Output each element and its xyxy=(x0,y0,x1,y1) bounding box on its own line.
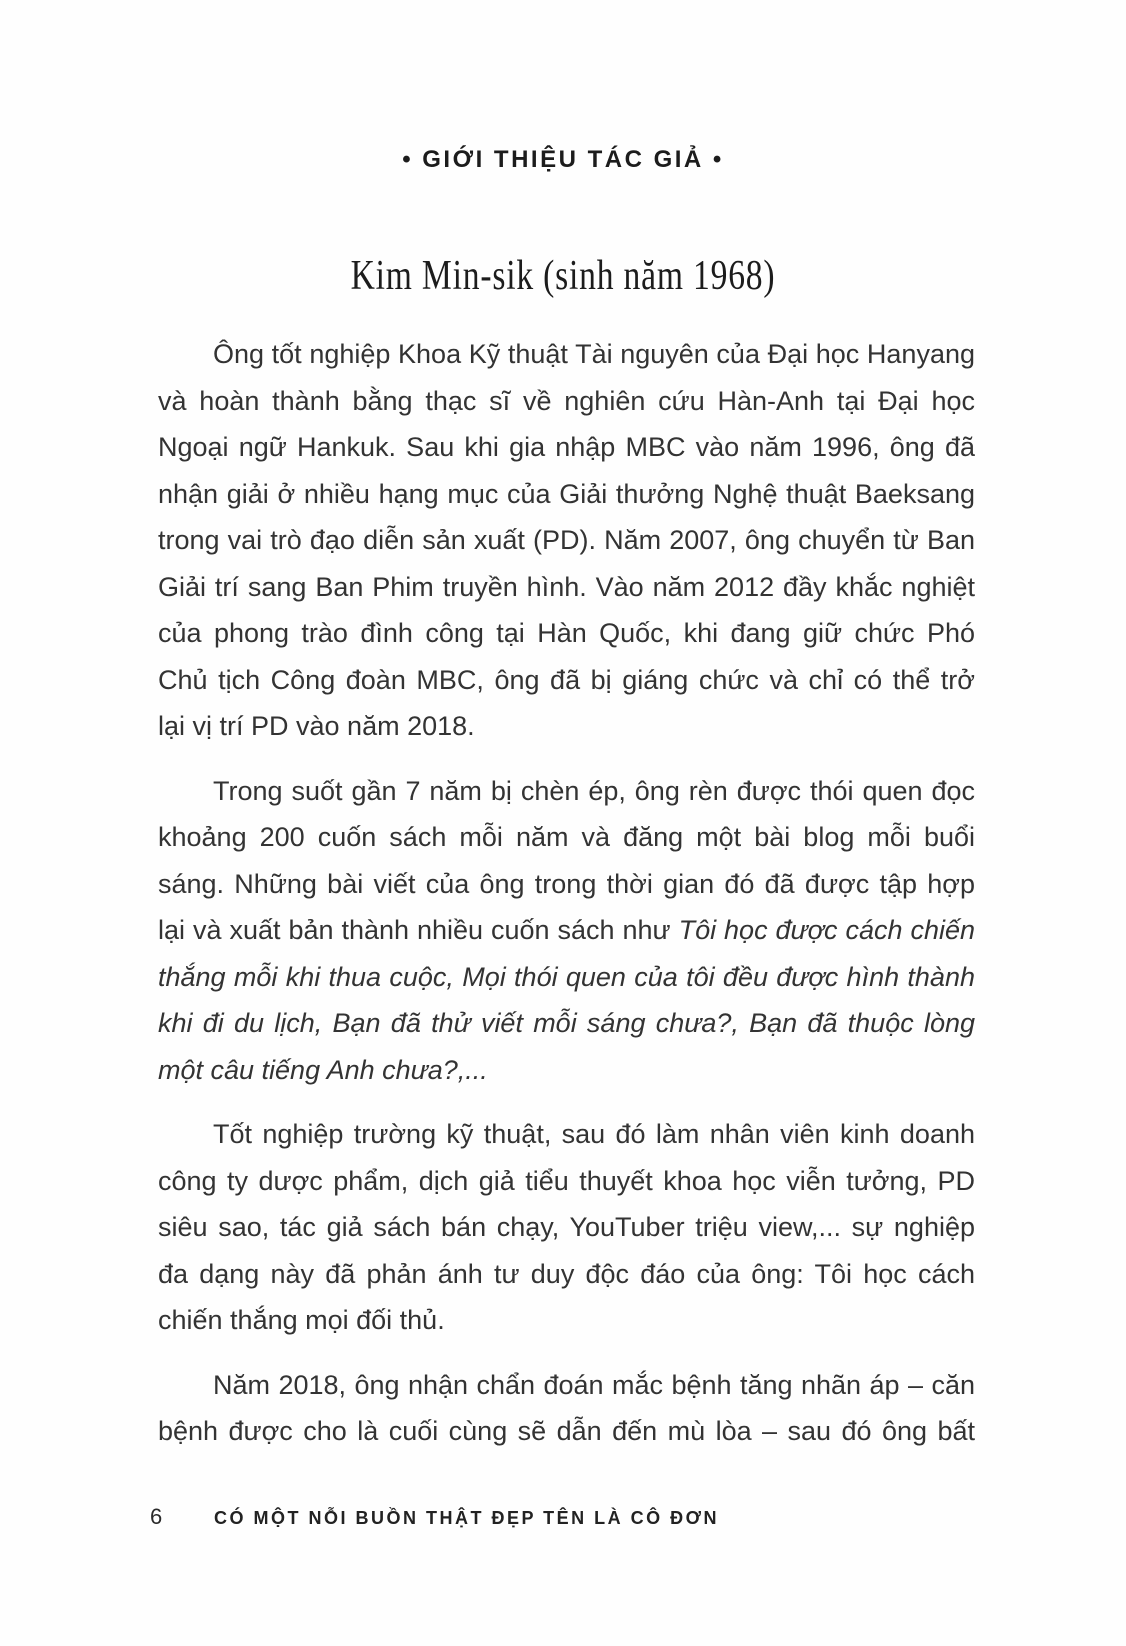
paragraph-line xyxy=(158,954,975,1001)
paragraph-line xyxy=(158,610,975,657)
section-header: • GIỚI THIỆU TÁC GIẢ • xyxy=(402,146,724,173)
body-text: siêu sao, tác giả sách bán chạy, YouTuber triệu view,... sự nghiệp xyxy=(158,1212,975,1242)
running-book-title: CÓ MỘT NỖI BUỒN THẬT ĐẸP TÊN LÀ CÔ ĐƠN xyxy=(214,1508,720,1528)
paragraph-line xyxy=(158,1297,975,1344)
paragraph xyxy=(158,331,975,750)
paragraph xyxy=(158,768,975,1094)
paragraph-line xyxy=(158,1204,975,1251)
body-text: của phong trào đình công tại Hàn Quốc, khi đang giữ chức Phó xyxy=(158,618,975,648)
paragraph xyxy=(158,1111,975,1344)
paragraph-line xyxy=(158,1251,975,1298)
page-number: 6 xyxy=(150,1504,163,1529)
paragraph-line xyxy=(158,657,975,704)
body-text: Ông tốt nghiệp Khoa Kỹ thuật Tài nguyên của Đại học Hanyang xyxy=(213,339,975,369)
cited-book-title-text: một câu tiếng Anh chưa?,... xyxy=(158,1054,488,1085)
body-text: Giải trí sang Ban Phim truyền hình. Vào năm 2012 đầy khắc nghiệt xyxy=(158,571,975,602)
paragraph-line xyxy=(158,703,975,750)
paragraph-line xyxy=(158,1047,975,1094)
body-text: khoảng 200 cuốn sách mỗi năm và đăng một bài blog mỗi buổi xyxy=(158,822,975,852)
body-text: bệnh được cho là cuối cùng sẽ dẫn đến mù lòa – sau đó ông bất xyxy=(158,1416,975,1446)
body-text: Năm 2018, ông nhận chẩn đoán mắc bệnh tăng nhãn áp – căn xyxy=(213,1369,975,1400)
cited-book-title-text: khi đi du lịch, Bạn đã thử viết mỗi sáng chưa?, Bạn đã thuộc lòng xyxy=(158,1008,975,1038)
cited-book-title-text: Tôi học được cách chiến xyxy=(678,915,975,945)
body-text: Chủ tịch Công đoàn MBC, ông đã bị giáng chức và chỉ có thể trở xyxy=(158,664,975,695)
paragraph-line xyxy=(158,331,975,378)
page-footer xyxy=(150,1504,975,1530)
body-text: trong vai trò đạo diễn sản xuất (PD). Năm 2007, ông chuyển từ Ban xyxy=(158,525,975,555)
body-text: lại và xuất bản thành nhiều cuốn sách như xyxy=(158,915,679,945)
paragraph-line xyxy=(158,1000,975,1047)
paragraph xyxy=(158,1362,975,1455)
body-text: công ty dược phẩm, dịch giả tiểu thuyết khoa học viễn tưởng, PD xyxy=(158,1165,975,1196)
paragraph-line xyxy=(158,1158,975,1205)
paragraph-line xyxy=(158,907,975,954)
paragraph-line xyxy=(158,471,975,518)
body-text: nhận giải ở nhiều hạng mục của Giải thưởng Nghệ thuật Baeksang xyxy=(158,478,975,509)
body-text: Trong suốt gần 7 năm bị chèn ép, ông rèn được thói quen đọc xyxy=(213,775,975,806)
paragraph-line xyxy=(158,1362,975,1409)
body-text: đa dạng này đã phản ánh tư duy độc đáo của ông: Tôi học cách xyxy=(158,1258,975,1289)
paragraph-line xyxy=(158,1111,975,1158)
paragraph-line xyxy=(158,517,975,564)
paragraph-line xyxy=(158,378,975,425)
body-text: Tốt nghiệp trường kỹ thuật, sau đó làm nhân viên kinh doanh xyxy=(213,1119,975,1149)
body-text: chiến thắng mọi đối thủ. xyxy=(158,1305,445,1335)
paragraph-line xyxy=(158,424,975,471)
author-name-title: Kim Min-sik (sinh năm 1968) xyxy=(350,253,776,299)
body-text: Ngoại ngữ Hankuk. Sau khi gia nhập MBC vào năm 1996, ông đã xyxy=(158,432,975,462)
body-text: sáng. Những bài viết của ông trong thời gian đó đã được tập hợp xyxy=(158,868,975,899)
paragraph-line xyxy=(158,861,975,908)
paragraph-line xyxy=(158,564,975,611)
page-body xyxy=(158,331,975,1473)
body-text: lại vị trí PD vào năm 2018. xyxy=(158,711,475,741)
body-text: và hoàn thành bằng thạc sĩ về nghiên cứu Hàn-Anh tại Đại học xyxy=(158,385,975,416)
paragraph-line xyxy=(158,768,975,815)
cited-book-title-text: thắng mỗi khi thua cuộc, Mọi thói quen của tôi đều được hình thành xyxy=(158,961,975,992)
paragraph-line xyxy=(158,1408,975,1455)
paragraph-line xyxy=(158,814,975,861)
